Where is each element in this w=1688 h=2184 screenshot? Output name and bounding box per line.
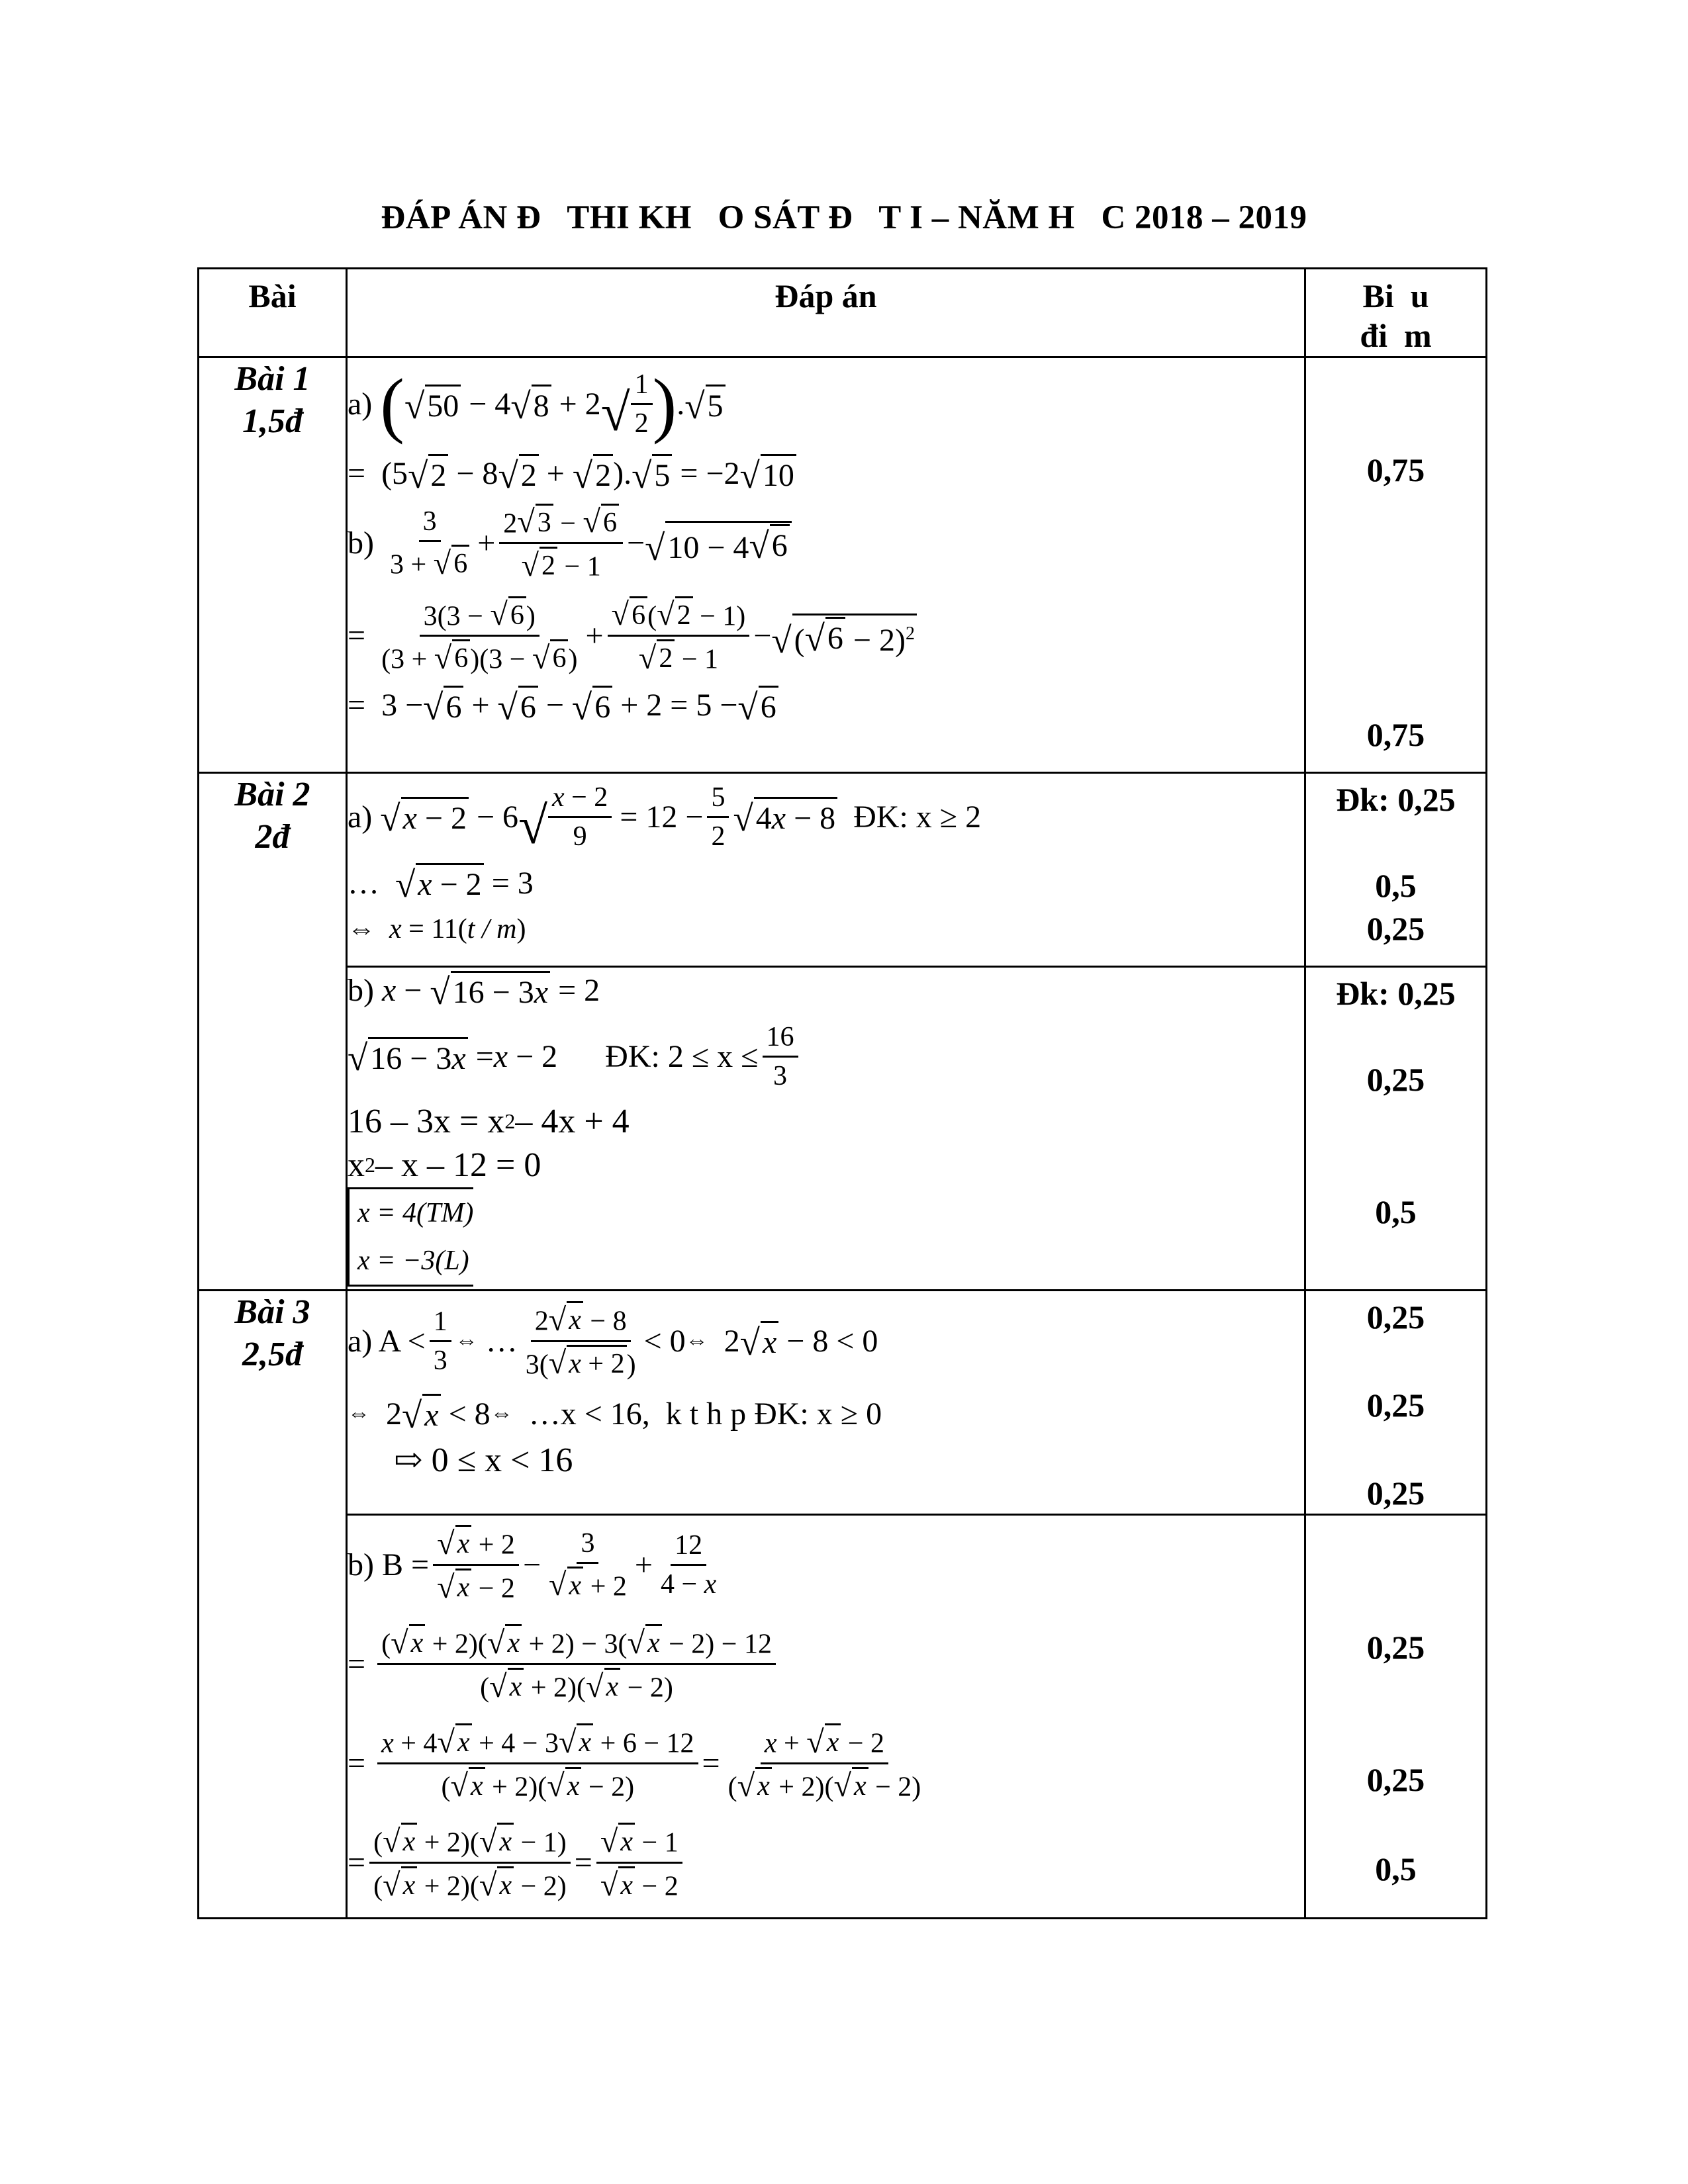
bai2-a-step: … √ x − 2 = 3 <box>348 864 534 905</box>
table-row <box>199 966 1487 1291</box>
bai3-a-score: 0,25 0,25 0,25 <box>1305 1291 1487 1514</box>
page-title: ĐÁP ÁN Đ THI KH O SÁT Đ T I – NĂM H C 2018 – 2019 <box>381 199 1307 236</box>
header-dap-an: Đáp án <box>347 269 1305 357</box>
bai2-a-result: ⇔ x = 11( t / m ) <box>348 914 526 945</box>
table-header-row <box>199 269 1487 357</box>
bai2-b-equation: b) x − √ 16 − 3x = 2 <box>348 972 600 1013</box>
table-row <box>199 773 1487 966</box>
bai2-a-condition: ĐK: x ≥ 2 <box>853 799 982 835</box>
bai1-b-result: = 3 − √ 6 + √ 6 − √ 6 + 2 = 5 − √ 6 <box>348 682 1304 729</box>
bai3-a-step: ⇔ 2 √ x < 8 ⇔ …x < 16, k t h p ĐK: x ≥ 0 <box>348 1394 882 1435</box>
bai1-content <box>347 357 1305 773</box>
bai2-a-equation: a) √ x − 2 − 6 √ $\frac{x - 2}{9}$ = 12 − $\frac{5}{2}$ √ 4x − 8 ĐK: x ≥ 2 <box>348 782 982 855</box>
bai2-b-step3: x 2 – x – 12 = 0 <box>348 1146 541 1185</box>
bai3-a-inequality: a) A < $\frac{1}{3}$ ⇔ … 2 √ x − 8 3( √ x + 2 ) < 0 ⇔ 2 √ x − 8 < 0 <box>348 1302 878 1381</box>
bai3-label: Bài 3 2,5đ <box>199 1291 347 1919</box>
bai3-b-step1: = ( √ x + 2)( √ x + 2) − 3( √ x − 2) − 12 ( √ x + 2)( √ x − 2) <box>348 1615 1304 1714</box>
bai2-b-step2: 16 – 3x = x 2 – 4x + 4 <box>348 1103 630 1141</box>
bai3-b-result: = ( √ x + 2)( √ x − 1) ( √ x + 2)( √ x − 2) = √ x − 1 √ x − 2 <box>348 1813 1304 1913</box>
bai3-a-condition: k t h p ĐK: x ≥ 0 <box>665 1396 882 1432</box>
bai3-b-expression: b) B = √ x + 2 √ x − 2 − 3 √ x + 2 + $\frac{12}{4 - x}$ <box>348 1526 717 1605</box>
bai2-b-content <box>347 966 1305 1291</box>
header-bieu-diem: Bi u đi m <box>1305 269 1487 357</box>
answer-table <box>197 267 1487 1919</box>
bai1-b-expression: b) 3 3 + √ 6 + 2 √ 3 − √ 6 √ 2 − 1 − √ 10 − 4 √ 6 <box>348 497 1304 590</box>
bai2-label: Bài 2 2đ <box>199 773 347 1291</box>
bai2-b-solution-system: x = 4(TM) x = −3(L) <box>348 1187 1304 1287</box>
table-row <box>199 1291 1487 1514</box>
bai2-b-condition: ĐK: 2 ≤ x ≤ <box>605 1039 759 1075</box>
bai1-a-expression: a) ( √ 50 − 4 √ 8 + 2 √ $\frac{1}{2}$ ) . √ 5 <box>348 358 1304 451</box>
bai2-b-score: Đk: 0,25 0,25 0,5 <box>1305 966 1487 1291</box>
bai1-a-result: = (5 √ 2 − 8 √ 2 + √ 2 ). √ 5 = −2 √ 10 <box>348 451 1304 497</box>
bai3-a-content <box>347 1291 1305 1514</box>
bai2-b-step1: √ 16 − 3x = x − 2 ĐK: 2 ≤ x ≤ $\frac{16}{3}$ <box>348 1014 1304 1100</box>
bai3-b-content <box>347 1514 1305 1918</box>
bai1-label: Bài 1 1,5đ <box>199 357 347 773</box>
bai3-b-score: 0,25 0,25 0,5 <box>1305 1514 1487 1918</box>
bai1-score: 0,75 0,75 <box>1305 357 1487 773</box>
bai3-a-result: ⇨ 0 ≤ x < 16 <box>394 1441 573 1480</box>
bai2-a-score: Đk: 0,25 0,5 0,25 <box>1305 773 1487 966</box>
header-bai: Bài <box>199 269 347 357</box>
bai3-b-step2: = x + 4 √ x + 4 − 3 √ x + 6 − 12 ( √ x + 2)( √ x − 2) = x + √ x − 2 ( √ x + 2)( √ x − 2) <box>348 1725 921 1803</box>
table-row <box>199 357 1487 773</box>
table-row <box>199 1514 1487 1918</box>
bai1-b-step: = 3(3 − √ 6 ) (3 + √ 6 )(3 − √ 6 ) + √ 6 ( √ 2 − 1) √ 2 − 1 − √ ( √ 6 − 2)$^2$ <box>348 590 1304 682</box>
bai2-a-content <box>347 773 1305 966</box>
